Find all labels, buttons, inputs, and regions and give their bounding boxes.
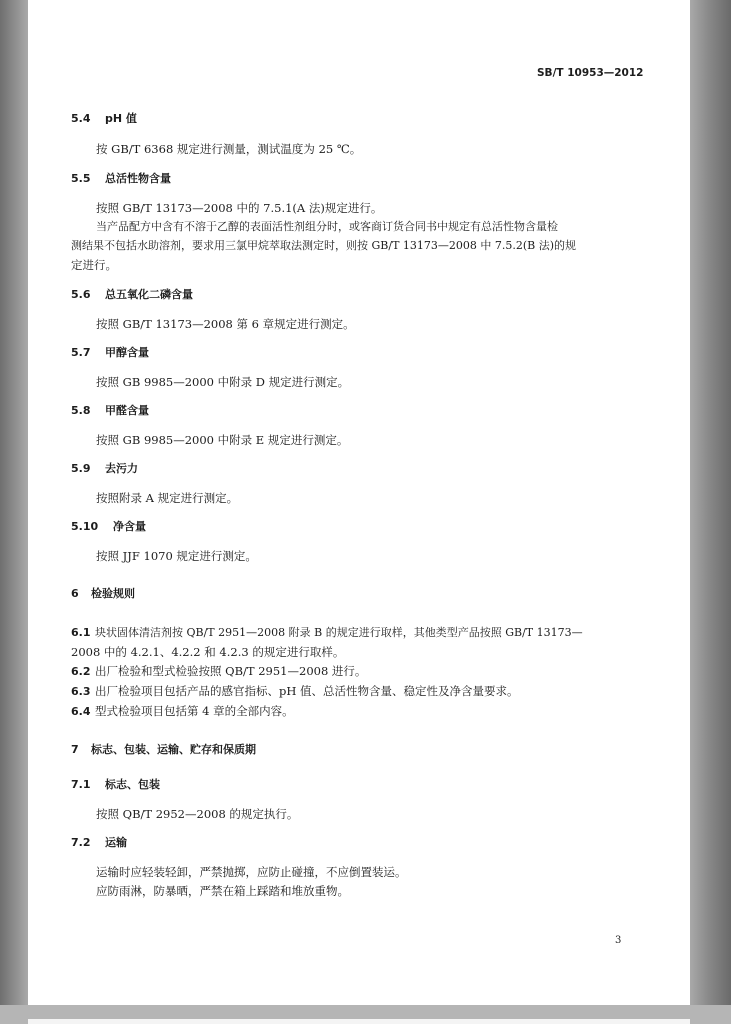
section-5-8-heading: 5.8 甲醛含量 [71, 404, 149, 417]
section-7-2-body-line1: 运输时应轻装轻卸，严禁抛掷，应防止碰撞，不应倒置装运。 [96, 865, 407, 879]
section-5-9-body: 按照附录 A 规定进行测定。 [96, 491, 239, 505]
section-6-2: 6.2 出厂检验和型式检验按照 QB/T 2951—2008 进行。 [71, 664, 367, 678]
section-5-5-para2-line1: 当产品配方中含有不溶于乙醇的表面活性剂组分时，或客商订货合同书中规定有总活性物含量检 [96, 220, 558, 233]
section-6-1-line2: 2008 中的 4.2.1、4.2.2 和 4.2.3 的规定进行取样。 [71, 645, 345, 659]
section-5-10-body: 按照 JJF 1070 规定进行测定。 [96, 549, 257, 563]
section-5-9-heading: 5.9 去污力 [71, 462, 138, 475]
section-6-3: 6.3 出厂检验项目包括产品的感官指标、pH 值、总活性物含量、稳定性及净含量要求。 [71, 684, 519, 698]
section-5-10-heading: 5.10 净含量 [71, 520, 146, 533]
section-5-4-body: 按 GB/T 6368 规定进行测量，测试温度为 25 ℃。 [96, 142, 362, 156]
section-5-5-para2-line3: 定进行。 [71, 258, 117, 272]
section-6-4: 6.4 型式检验项目包括第 4 章的全部内容。 [71, 704, 294, 718]
page-number: 3 [615, 935, 622, 946]
standard-number: SB/T 10953—2012 [537, 67, 644, 79]
section-5-7-body: 按照 GB 9985—2000 中附录 D 规定进行测定。 [96, 375, 350, 389]
section-5-5-para1: 按照 GB/T 13173—2008 中的 7.5.1(A 法)规定进行。 [96, 201, 383, 215]
section-5-6-body: 按照 GB/T 13173—2008 第 6 章规定进行测定。 [96, 317, 355, 331]
section-7-heading: 7 标志、包装、运输、贮存和保质期 [71, 743, 256, 756]
viewer-bottom-edge [0, 1005, 731, 1024]
section-6-heading: 6 检验规则 [71, 587, 135, 600]
section-7-2-heading: 7.2 运输 [71, 836, 127, 849]
section-6-1-line1: 6.1 块状固体清洁剂按 QB/T 2951—2008 附录 B 的规定进行取样，其他类型产品按照 GB/T 13173— [71, 626, 583, 639]
section-5-7-heading: 5.7 甲醇含量 [71, 346, 149, 359]
section-7-1-heading: 7.1 标志、包装 [71, 778, 160, 791]
section-5-5-para2-line2: 测结果不包括水助溶剂，要求用三氯甲烷萃取法测定时，则按 GB/T 13173—2008 中 7.5.2(B 法)的规 [71, 239, 577, 252]
section-5-8-body: 按照 GB 9985—2000 中附录 E 规定进行测定。 [96, 433, 349, 447]
section-5-5-heading: 5.5 总活性物含量 [71, 172, 171, 185]
section-5-6-heading: 5.6 总五氧化二磷含量 [71, 288, 193, 301]
next-page-edge [28, 1019, 690, 1024]
section-7-2-body-line2: 应防雨淋，防暴晒，严禁在箱上踩踏和堆放重物。 [96, 884, 349, 898]
section-7-1-body: 按照 QB/T 2952—2008 的规定执行。 [96, 807, 299, 821]
section-5-4-heading: 5.4 pH 值 [71, 112, 137, 125]
document-page [28, 0, 690, 1005]
